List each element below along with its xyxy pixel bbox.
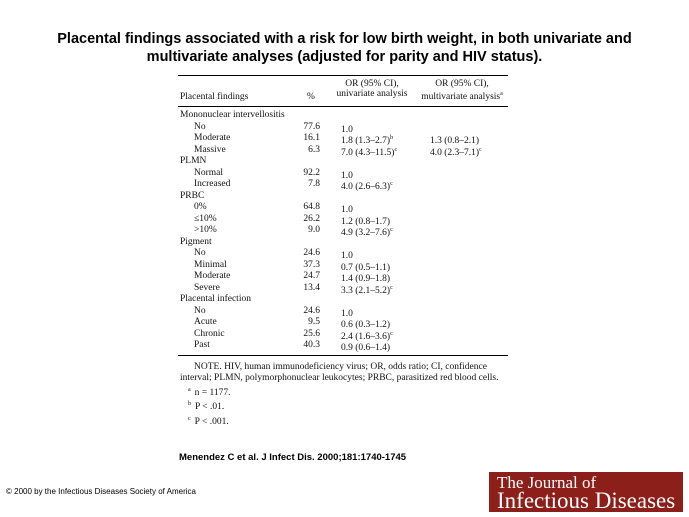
cell-finding-text: PRBC: [180, 190, 205, 201]
cell-univariate-text: 1.0: [341, 170, 353, 181]
cell-percent: [296, 168, 320, 180]
cell-univariate-sup: c: [390, 284, 393, 291]
table-row: [178, 329, 508, 341]
table-row: [178, 271, 508, 283]
cell-finding-text: No: [194, 121, 206, 132]
footnote: [180, 399, 506, 414]
table-row: [178, 202, 508, 214]
cell-univariate-text: 1.2 (0.8–1.7): [341, 216, 391, 227]
header-univariate-line2: univariate analysis: [336, 89, 408, 99]
cell-finding-text: Normal: [194, 167, 224, 178]
cell-percent: [296, 306, 320, 318]
cell-percent: [296, 283, 320, 295]
cell-finding: [180, 294, 251, 306]
table-row: [178, 214, 508, 226]
cell-finding-text: Severe: [194, 282, 220, 293]
header-univariate-line1: OR (95% CI),: [345, 79, 399, 89]
footnote-mark: a: [188, 386, 191, 393]
cell-percent-text: 26.2: [303, 213, 320, 224]
cell-percent: [296, 122, 320, 134]
cell-finding-text: Moderate: [194, 271, 231, 281]
cell-finding: [194, 225, 217, 237]
cell-finding: [194, 271, 230, 283]
cell-univariate-text: 4.9 (3.2–7.6): [341, 228, 391, 239]
header-multivariate: [416, 79, 508, 102]
cell-finding-text: >10%: [194, 225, 217, 235]
cell-finding-text: Past: [194, 340, 210, 350]
cell-percent-text: 77.6: [303, 121, 320, 132]
cell-percent: [296, 145, 320, 157]
table-row: [178, 248, 508, 260]
cell-percent-text: 92.2: [303, 167, 320, 178]
header-multivariate-line2: multivariate analysis: [421, 92, 501, 103]
table-group-row: [178, 237, 508, 249]
cell-finding-text: Placental infection: [180, 294, 251, 304]
footnote-mark: b: [188, 401, 191, 408]
footnote-mark: c: [188, 415, 191, 422]
cell-percent: [296, 340, 320, 352]
table-body: [178, 107, 508, 355]
cell-univariate: [341, 340, 390, 355]
cell-univariate-text: 0.6 (0.3–1.2): [341, 320, 391, 331]
cell-univariate-text: 7.0 (4.3–11.5): [341, 147, 395, 158]
cell-finding: [194, 202, 207, 214]
cell-percent-text: 25.6: [303, 328, 320, 339]
table-row: [178, 133, 508, 145]
cell-finding-text: Acute: [194, 317, 217, 327]
table-note: NOTE. HIV, human immunodeficiency virus; OR, odds ratio; CI, confidence interval; PLMN, polymorphonuclear leukocytes; PRBC, parasitized red blood cells.: [180, 361, 499, 383]
cell-finding: [194, 306, 206, 318]
cell-univariate-sup: b: [390, 135, 394, 141]
cell-finding: [194, 122, 206, 134]
cell-percent-text: 16.1: [303, 133, 320, 143]
cell-percent-text: 64.8: [303, 202, 320, 212]
cell-percent-text: 6.3: [308, 144, 320, 155]
cell-percent: [296, 214, 320, 226]
table-group-row: [178, 110, 508, 122]
cell-univariate-sup: c: [390, 227, 393, 233]
cell-percent-text: 24.7: [303, 271, 320, 281]
findings-table: [178, 75, 508, 428]
cell-univariate-text: 1.4 (0.9–1.8): [341, 274, 391, 285]
cell-univariate-text: 1.0: [341, 308, 353, 319]
cell-finding-text: Pigment: [180, 236, 212, 247]
cell-percent-text: 7.8: [308, 179, 320, 189]
cell-percent: [296, 317, 320, 329]
footnote: [180, 414, 506, 429]
cell-percent-text: 13.4: [303, 282, 320, 293]
cell-percent: [296, 271, 320, 283]
table-row: [178, 225, 508, 237]
cell-univariate-sup: c: [390, 181, 393, 187]
cell-univariate-sup: c: [394, 146, 398, 153]
cell-finding: [194, 317, 217, 329]
table-group-row: [178, 156, 508, 168]
footnote-text: P < .01.: [195, 402, 225, 413]
cell-percent-text: 40.3: [303, 340, 320, 350]
cell-finding-text: No: [194, 305, 206, 316]
cell-percent: [296, 179, 320, 191]
table-row: [178, 340, 508, 352]
cell-finding-text: ≤10%: [194, 213, 217, 224]
header-univariate: [330, 79, 414, 99]
table-group-row: [178, 191, 508, 203]
table-footnotes: [180, 385, 506, 429]
cell-univariate-text: 1.0: [341, 205, 353, 216]
cell-finding: [194, 179, 230, 191]
copyright: © 2000 by the Infectious Diseases Society of America: [6, 487, 196, 496]
cell-univariate-text: 2.4 (1.6–3.6): [341, 331, 391, 342]
cell-percent-text: 9.0: [308, 225, 320, 235]
cell-univariate-text: 0.7 (0.5–1.1): [341, 262, 391, 273]
cell-univariate-text: 4.0 (2.6–6.3): [341, 182, 391, 193]
header-multivariate-line2-wrap: [416, 89, 508, 102]
cell-finding-text: No: [194, 248, 206, 258]
cell-finding-text: Increased: [194, 179, 231, 189]
cell-percent: [296, 248, 320, 260]
cell-percent: [296, 202, 320, 214]
cell-finding: [180, 191, 204, 203]
table-row: [178, 283, 508, 295]
cell-finding-text: Massive: [194, 144, 226, 155]
cell-finding-text: Chronic: [194, 328, 225, 339]
cell-finding-text: PLMN: [180, 156, 207, 166]
cell-percent-text: 24.6: [303, 305, 320, 316]
cell-percent: [296, 225, 320, 237]
cell-finding: [194, 283, 220, 295]
slide-title: Placental findings associated with a risk for low birth weight, in both univariate and multivariate analyses (adjusted for parity and HIV status).: [57, 31, 632, 65]
cell-multivariate-text: 1.3 (0.8–2.1): [430, 136, 480, 147]
cell-finding: [194, 168, 223, 180]
citation: Menendez C et al. J Infect Dis. 2000;181:1740-1745: [179, 452, 407, 463]
table-row: [178, 122, 508, 134]
footnote: [180, 385, 506, 400]
cell-percent: [296, 260, 320, 272]
cell-finding: [194, 248, 206, 260]
cell-univariate-text: 1.0: [341, 251, 353, 262]
cell-univariate-sup: c: [390, 330, 393, 337]
table-row: [178, 145, 508, 157]
header-percent: %: [307, 92, 315, 102]
cell-percent-text: 9.5: [308, 317, 320, 327]
cell-finding-text: Minimal: [194, 259, 227, 270]
cell-finding: [180, 237, 212, 249]
cell-finding-text: Mononuclear intervellositis: [180, 110, 285, 120]
cell-finding: [194, 145, 226, 157]
table-group-row: [178, 294, 508, 306]
cell-finding-text: 0%: [194, 202, 207, 212]
header-multivariate-sup: a: [500, 91, 503, 97]
cell-finding-text: Moderate: [194, 133, 231, 143]
cell-percent: [296, 133, 320, 145]
cell-univariate-text: 1.0: [341, 124, 353, 135]
table-row: [178, 317, 508, 329]
cell-percent-text: 24.6: [303, 248, 320, 258]
cell-univariate-text: 1.8 (1.3–2.7): [341, 136, 391, 147]
cell-finding: [194, 340, 210, 352]
cell-multivariate-sup: c: [479, 146, 482, 153]
table-row: [178, 168, 508, 180]
table-row: [178, 306, 508, 318]
cell-multivariate-text: 4.0 (2.3–7.1): [430, 147, 480, 158]
table-notes: [178, 356, 508, 429]
cell-percent: [296, 329, 320, 341]
journal-logo: [489, 472, 683, 512]
journal-logo-line1: The Journal of: [497, 473, 597, 492]
table-row: [178, 179, 508, 191]
journal-logo-line2: Infectious Diseases: [497, 488, 676, 513]
cell-finding: [194, 133, 230, 145]
footnote-text: P < .001.: [194, 416, 229, 427]
cell-finding: [194, 260, 227, 272]
cell-finding: [194, 214, 217, 226]
cell-univariate-text: 0.9 (0.6–1.4): [341, 343, 391, 354]
cell-finding: [194, 329, 225, 341]
footnote-text: n = 1177.: [194, 387, 231, 398]
header-findings: Placental findings: [180, 92, 249, 102]
cell-finding: [180, 156, 206, 168]
cell-univariate-text: 3.3 (2.1–5.2): [341, 285, 391, 296]
header-multivariate-line1: OR (95% CI),: [435, 79, 489, 89]
table-header: [178, 76, 508, 106]
cell-finding: [180, 110, 285, 122]
table-row: [178, 260, 508, 272]
cell-percent-text: 37.3: [303, 259, 320, 270]
